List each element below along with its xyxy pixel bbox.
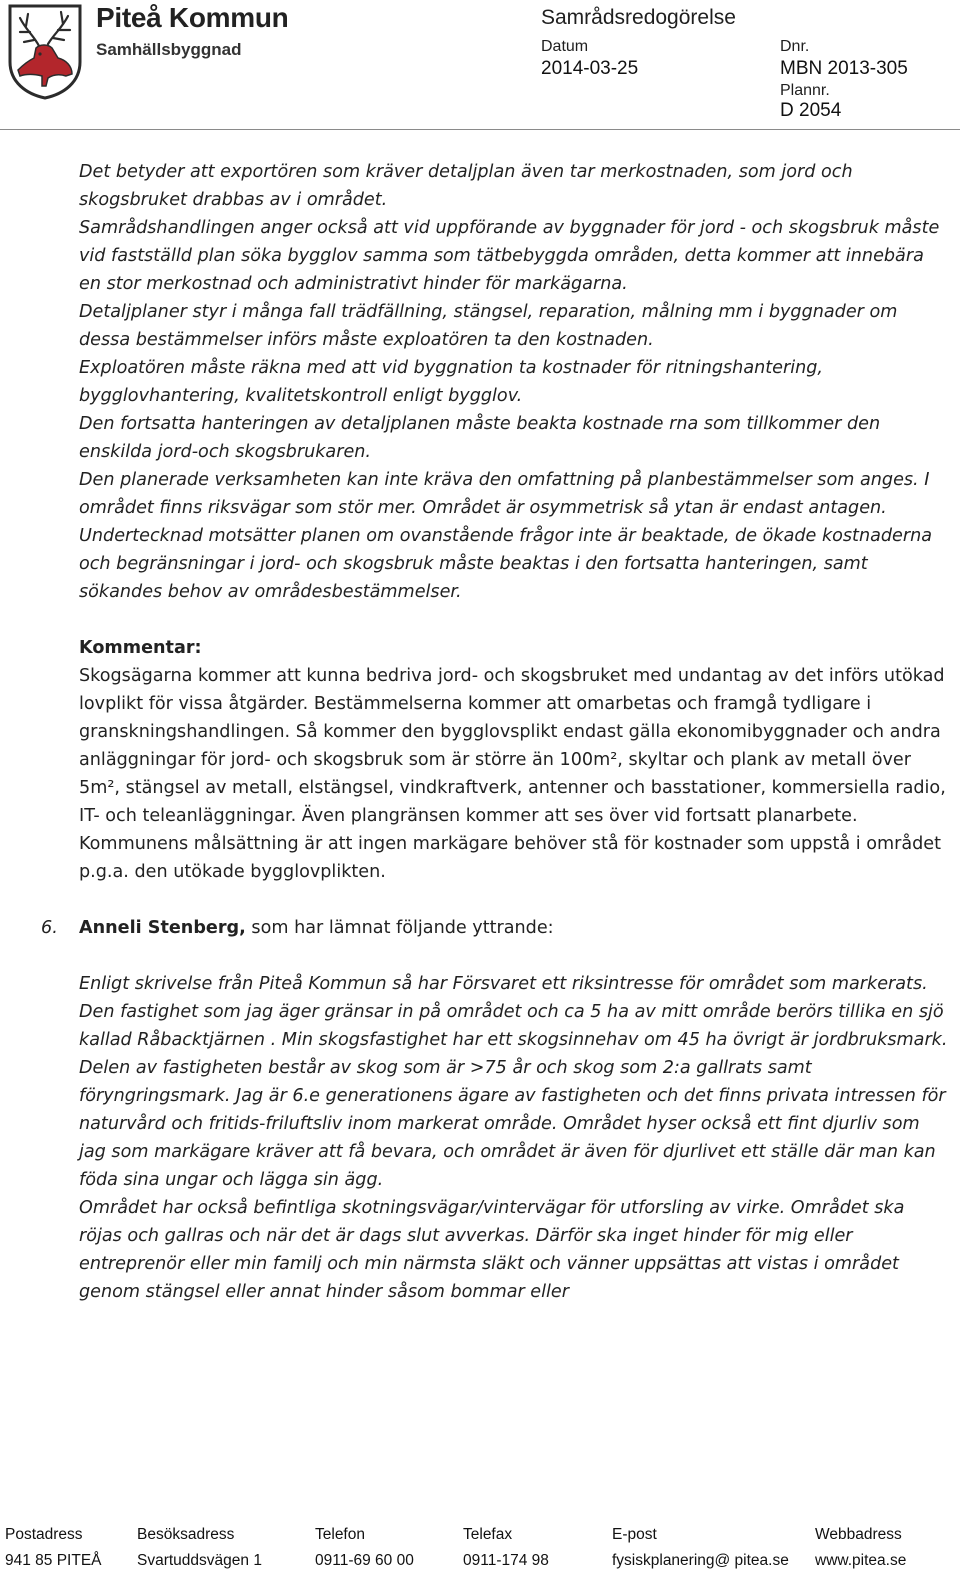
footer-label-email: E-post — [612, 1526, 657, 1543]
dnr-value: MBN 2013-305 — [780, 58, 908, 79]
dnr-label: Dnr. — [780, 38, 810, 55]
plannr-label: Plannr. — [780, 82, 830, 99]
date-label: Datum — [541, 38, 589, 55]
footer-value-web: www.pitea.se — [815, 1552, 907, 1569]
header-divider — [0, 129, 960, 130]
comment-heading: Kommentar: — [79, 638, 202, 658]
date-value: 2014-03-25 — [541, 58, 639, 79]
document-type: Samrådsredogörelse — [541, 6, 736, 29]
organization-name: Piteå Kommun — [96, 2, 289, 33]
footer-value-phone: 0911-69 60 00 — [315, 1552, 414, 1569]
footer-value-postal: 941 85 PITEÅ — [5, 1552, 102, 1569]
item-description: som har lämnat följande yttrande: — [245, 918, 554, 938]
footer-label-visit: Besöksadress — [137, 1526, 235, 1543]
paragraph: Den planerade verksamheten kan inte kräva den omfattning på planbestämmelser som anges. I området finns riksvägar som stör mer. Området är osymmetrisk så ytan är endast antagen. — [79, 470, 930, 518]
footer-value-visit: Svartuddsvägen 1 — [137, 1552, 262, 1569]
department-name: Samhällsbyggnad — [96, 40, 242, 59]
quote-paragraph: Enligt skrivelse från Piteå Kommun så har Försvaret ett riksintresse för området som markerats. Den fastighet som jag äger gränsar in på området och ca 5 ha av mitt område berörs tillika en sjö kallad Råbacktjärnen . Min skogsfastighet har ett skogsinnehav om 45 ha övrigt är jordbruksmark. Delen av fastigheten består av skog som är >75 år och skog som 2:a gallrats samt föryngringsmark. Jag är 6.e generationens ägare av fastigheten och det finns privata intressen för naturvård och fritids-friluftsliv inom markerat område. Området hyser också ett fint djurliv som jag som markägare kräver att få bevara, och området är även för djurlivet ett ställe där man kan föda sina ungar och lägga sin ägg. — [79, 974, 948, 1190]
respondent-name: Anneli Stenberg, — [79, 918, 246, 938]
paragraph: Detaljplaner styr i många fall trädfällning, stängsel, reparation, målning mm i byggnader om dessa bestämmelser införs måste exploatören ta den kostnaden. — [79, 302, 898, 350]
footer-label-web: Webbadress — [815, 1526, 902, 1543]
footer-label-fax: Telefax — [463, 1526, 513, 1543]
document-footer — [0, 1526, 960, 1585]
footer-label-postal: Postadress — [5, 1526, 83, 1543]
paragraph: Den fortsatta hanteringen av detaljplanen måste beakta kostnade rna som tillkommer den enskilda jord-och skogsbrukaren. — [79, 414, 881, 462]
reindeer-coat-of-arms-icon — [6, 2, 84, 100]
comment-text: Skogsägarna kommer att kunna bedriva jord- och skogsbruket med undantag av det införs utökad lovplikt för vissa åtgärder. Bestämmelserna kommer att omarbetas och framgå tydligare i granskningshandlingen. Så kommer den bygglovsplikt endast gälla ekonomibyggnader och andra anläggningar för jord- och skogsbruk som är större än 100m², skyltar och plank av metall över 5m², stängsel av metall, elstängsel, vindkraftverk, antenner och basstationer, kommersiella radio, IT- och teleanläggningar. Även plangränsen kommer att ses över vid fortsatt planarbete. Kommunens målsättning är att ingen markägare behöver stå för kostnader som uppstå i området p.g.a. den utökade bygglovplikten. — [79, 666, 946, 882]
footer-value-fax: 0911-174 98 — [463, 1552, 549, 1569]
paragraph: Samrådshandlingen anger också att vid uppförande av byggnader för jord - och skogsbruk måste vid fastställd plan söka bygglov samma som tätbebyggda områden, detta kommer att innebära en stor merkostnad och administrativt hinder för markägarna. — [79, 218, 940, 294]
footer-label-phone: Telefon — [315, 1526, 365, 1543]
document-body — [41, 158, 951, 1306]
item-number: 6. — [41, 918, 58, 938]
quote-paragraph: Området har också befintliga skotningsvägar/vintervägar för utforsling av virke. Området ska röjas och gallras och när det är dags slut avverkas. Därför ska inget hinder för mig eller entreprenör eller min familj och min närmsta släkt och vänner uppsättas att vistas i området genom stängsel eller annat hinder såsom bommar eller — [79, 1198, 905, 1302]
footer-value-email: fysiskplanering@ pitea.se — [612, 1552, 789, 1569]
plannr-value: D 2054 — [780, 100, 842, 121]
paragraph: Undertecknad motsätter planen om ovanstående frågor inte är beaktade, de ökade kostnaderna och begränsningar i jord- och skogsbruk måste beaktas i den fortsatta hanteringen, samt sökandes behov av områdesbestämmelser. — [79, 526, 933, 602]
paragraph: Exploatören måste räkna med att vid byggnation ta kostnader för ritningshantering, bygglovhantering, kvalitetskontroll enligt bygglov. — [79, 358, 824, 406]
paragraph: Det betyder att exportören som kräver detaljplan även tar merkostnaden, som jord och skogsbruket drabbas av i området. — [79, 162, 853, 210]
document-header — [0, 0, 960, 132]
list-item — [41, 914, 951, 942]
